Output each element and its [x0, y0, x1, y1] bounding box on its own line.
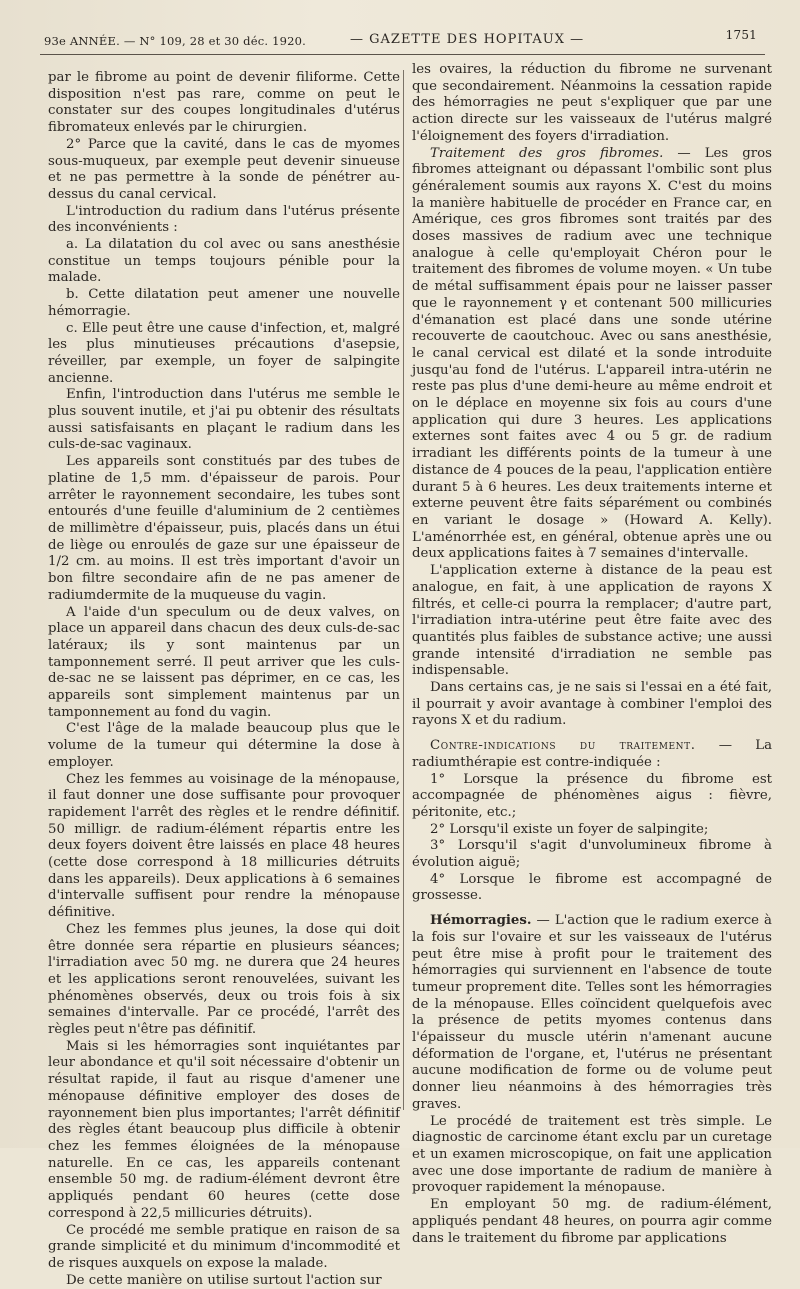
paragraph-text: Mais si les hémorragies sont inquiétantes par leur abondance et qu'il soit nécessaire d'obtenir un résultat rapide, il faut au risque d'amener une ménopause définitive employer des doses de rayonnement bien plus importantes; l'arrêt définitif des règles étant beaucoup plus difficile à obtenir chez les femmes éloignées de la ménopause naturelle. En ce cas, les appareils contenant ensemble 50 mg. de radium-élément devront être appliqués pendant 60 heures (cette dose correspond à 22,5 millicuries détruits). [48, 1038, 400, 1221]
paragraph-text: b. Cette dilatation peut amener une nouvelle hémorragie. [48, 287, 400, 319]
paragraph-text: Ce procédé me semble pratique en raison de sa grande simplicité et du minimum d'incommodité et de risques auxquels on expose la malade. [48, 1222, 400, 1271]
paragraph-text: 2° Parce que la cavité, dans le cas de myomes sous-muqueux, par exemple peut devenir sinueuse et ne pas permettre à la sonde de pénétrer au-dessus du canal cervical. [48, 136, 400, 202]
paragraph-text: Le procédé de traitement est très simple. Le diagnostic de carcinome étant exclu par un curetage et un examen microscopique, on fait une application avec une dose importante de radium de manière à provoquer rapidement la ménopause. [412, 1113, 772, 1196]
paragraph [48, 287, 400, 320]
paragraph-text: — La radiumthérapie est contre-indiquée : [412, 738, 772, 770]
paragraph [48, 1223, 400, 1273]
paragraph [48, 721, 400, 771]
paragraph-text: A l'aide d'un speculum ou de deux valves, on place un appareil dans chacun des deux culs-de-sac latéraux; ils y sont maintenus par un tamponnement serré. Il peut arriver que les culs-de-sac ne se laissent pas déprimer, en ce cas, les appareils sont simplement maintenus par un tamponnement au fond du vagin. [48, 604, 400, 720]
paragraph-text: Enfin, l'introduction dans l'utérus me semble le plus souvent inutile, et j'ai pu obtenir des résultats aussi satisfaisants en plaçant le radium dans les culs-de-sac vaginaux. [48, 387, 400, 453]
paragraph-text: L'introduction du radium dans l'utérus présente des inconvénients : [48, 203, 400, 236]
paragraph-spacer [412, 905, 772, 913]
paragraph-text: 3° Lorsqu'il s'agit d'unvolumineux fibrome à évolution aiguë; [412, 838, 772, 871]
paragraph-text: En employant 50 mg. de radium-élément, appliqués pendant 48 heures, on pourra agir comme dans le traitement du fibrome par applications [412, 1197, 772, 1246]
paragraph [412, 680, 772, 730]
paragraph [48, 1039, 400, 1223]
issue-info: 93e ANNÉE. — N° 109, 28 et 30 déc. 1920. [44, 34, 307, 48]
paragraph-text: L'application externe à distance de la peau est analogue, en fait, à une application de rayons X filtrés, et celle-ci pourra la remplacer; d'autre part, l'irradiation intra-utérine peut être faite avec des quantités plus faibles de substance active; une aussi grande intensité d'irradiation ne semble pas indispensable. [412, 563, 772, 679]
paragraph-text: Chez les femmes plus jeunes, la dose qui doit être donnée sera répartie en plusieurs séances; l'irradiation avec 50 mg. ne durera que 24 heures et les applications seront renouvelées, suivant les phénomènes observés, deux ou trois fois à six semaines d'intervalle. Par ce procédé, l'arrêt des règles peut n'être pas définitif. [48, 921, 400, 1038]
paragraph-text: — Les gros fibromes atteignant ou dépassant l'ombilic sont plus généralement soumis aux rayons X. C'est du moins la manière habituelle de procéder en France car, en Amérique, ces gros fibromes sont traités par des doses massives de radium avec une technique analogue à celle qu'employait Chéron pour le traitement des fibromes de volume moyen. « Un tube de métal suffisamment épais pour ne laisser passer que le rayonnement γ et contenant 500 millicuries d'émanation est placé dans une sonde utérine recouverte de caoutchouc. Avec ou sans anesthésie, le canal cervical est dilaté et la sonde introduite jusqu'au fond de l'utérus. L'appareil intra-utérin ne reste pas plus d'une demi-heure au même endroit et on le déplace en moyenne six fois au cours d'une application qui dure 3 heures. Les applications externes sont faites avec 4 ou 5 gr. de radium irradiant les différents points de la tumeur à une distance de 4 pouces de la peau, l'application entière durant 5 à 6 heures. Les deux traitements interne et externe peuvent être faits séparément ou combinés en variant le dosage » (Howard A. Kelly). L'aménorrhée est, en général, obtenue après une ou deux applications faites à 7 semaines d'intervalle. [412, 145, 772, 562]
paragraph [412, 738, 772, 771]
paragraph [48, 922, 400, 1039]
paragraph [48, 237, 400, 287]
paragraph-text: Chez les femmes au voisinage de la ménopause, il faut donner une dose suffisante pour provoquer rapidement l'arrêt des règles et le rendre définitif. 50 milligr. de radium-élément répartis entre les deux foyers doivent être laissés en place 48 heures (cette dose correspond à 18 millicuries détruits dans les appareils). Deux applications à 6 semaines d'intervalle suffisent pour rendre la ménopause définitive. [48, 771, 400, 921]
paragraph-text: par le fibrome au point de devenir filiforme. Cette disposition n'est pas rare, comme on peut le constater sur des coupes longitudinales d'utérus fibromateux enlevés par le chirurgien. [48, 70, 400, 136]
paragraph-text: De cette manière on utilise surtout l'action sur [66, 1272, 382, 1288]
paragraph-text: — L'action que le radium exerce à la fois sur l'ovaire et sur les vaisseaux de l'utérus peut être mise à profit pour le traitement des hémorragies qui surviennent en l'absence de toute tumeur proprement dite. Telles sont les hémorragies de la ménopause. Elles coïncident quelquefois avec la présence de petits myomes contenus dans l'épaisseur du muscle utérin n'amenant aucune déformation de l'organe, et, l'utérus ne présentant aucune modification de forme ou de volume peut donner lieu néanmoins à des hémorragies très graves. [412, 913, 772, 1112]
paragraph-text: a. La dilatation du col avec ou sans anesthésie constitue un temps toujours pénible pour la malade. [48, 237, 400, 286]
paragraph [48, 70, 400, 137]
paragraph [48, 137, 400, 204]
paragraph [412, 872, 772, 905]
page-number: 1751 [725, 28, 757, 42]
section-lead: Hémorragies. [430, 913, 532, 929]
paragraph-text: c. Elle peut être une cause d'infection, et, malgré les plus minutieuses précautions d'asepsie, réveiller, par exemple, un foyer de salpingite ancienne. [48, 320, 400, 386]
paragraph [412, 822, 772, 839]
paragraph [412, 1197, 772, 1247]
column-divider [403, 70, 404, 1110]
paragraph [412, 838, 772, 871]
paragraph [48, 204, 400, 237]
running-header [40, 28, 765, 55]
paragraph [48, 454, 400, 604]
paragraph [412, 563, 772, 680]
section-lead: Contre-indications du traitement. [430, 738, 696, 754]
paragraph [412, 913, 772, 1113]
paragraph-spacer [412, 730, 772, 738]
paragraph [48, 1273, 400, 1289]
paragraph-text: 4° Lorsque le fibrome est accompagné de grossesse. [412, 871, 772, 904]
paragraph-text: Les appareils sont constitués par des tubes de platine de 1,5 mm. d'épaisseur de parois. Pour arrêter le rayonnement secondaire, les tubes sont entourés d'une feuille d'aluminium de 2 centièmes de millimètre d'épaisseur, puis, placés dans un étui de liège ou enroulés de gaze sur une épaisseur de 1/2 cm. au moins. Il est très important d'avoir un bon filtre secondaire afin de ne pas amener de radiumdermite de la muqueuse du vagin. [48, 454, 400, 603]
paragraph-text: 1° Lorsque la présence du fibrome est accompagnée de phénomènes aigus : fièvre, péritonite, etc.; [412, 771, 772, 820]
paragraph-text: les ovaires, la réduction du fibrome ne survenant que secondairement. Néanmoins la cessation rapide des hémorragies ne peut s'expliquer que par une action directe sur les vaisseaux de l'utérus malgré l'éloignement des foyers d'irradiation. [412, 62, 772, 144]
paragraph [412, 62, 772, 146]
journal-title: — GAZETTE DES HOPITAUX — [350, 32, 585, 47]
section-lead: Traitement des gros fibromes. [430, 145, 664, 161]
paragraph [48, 605, 400, 722]
paragraph-text: Dans certains cas, je ne sais si l'essai en a été fait, il pourrait y avoir avantage à combiner l'emploi des rayons X et du radium. [412, 680, 772, 729]
paragraph [48, 387, 400, 454]
paragraph-text: 2° Lorsqu'il existe un foyer de salpingite; [430, 821, 709, 837]
paragraph [412, 146, 772, 564]
paragraph-text: C'est l'âge de la malade beaucoup plus que le volume de la tumeur qui détermine la dose à employer. [48, 721, 400, 770]
right-column [412, 62, 772, 1246]
paragraph [48, 772, 400, 922]
left-column [48, 70, 400, 1288]
paragraph [412, 1114, 772, 1198]
paragraph [412, 772, 772, 822]
paragraph [48, 321, 400, 388]
